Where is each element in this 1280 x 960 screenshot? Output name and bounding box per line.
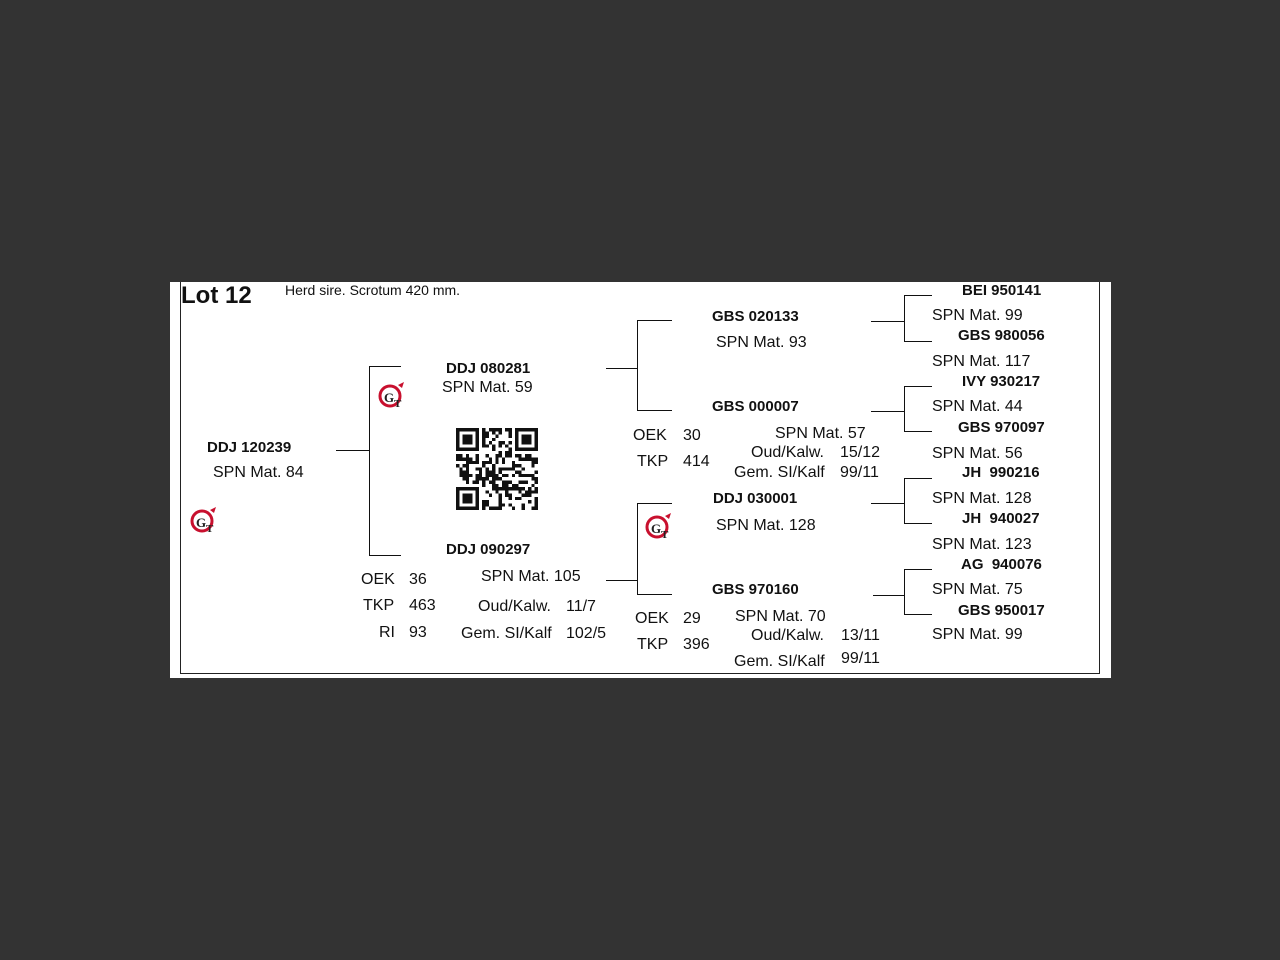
dam-id: DDJ 090297 [446, 541, 531, 558]
connector [904, 523, 932, 524]
dam-gem-value: 102/5 [566, 625, 607, 642]
connector [904, 386, 932, 387]
dam-dam-id: GBS 970160 [712, 581, 799, 598]
animal-id: DDJ 120239 [207, 439, 292, 456]
connector [904, 341, 932, 342]
ggp-5-id: JH 990216 [962, 464, 1040, 481]
sire-dam-gem-value: 99/11 [840, 464, 879, 481]
connector [871, 503, 905, 504]
connector [904, 386, 905, 432]
dam-dam-gem-label: Gem. SI/Kalf [734, 653, 825, 670]
ggp-3-spn: SPN Mat. 44 [932, 398, 1023, 415]
sire-dam-oud-label: Oud/Kalw. [751, 444, 824, 461]
connector [871, 411, 905, 412]
dam-tkp-label: TKP [363, 597, 395, 614]
sire-dam-id: GBS 000007 [712, 398, 799, 415]
dam-ri-label: RI [379, 624, 395, 641]
sire-dam-oek-label: OEK [633, 427, 667, 444]
ggp-7-id: AG 940076 [961, 556, 1042, 573]
connector [606, 580, 638, 581]
connector [904, 431, 932, 432]
connector [904, 614, 932, 615]
svg-text:G: G [384, 390, 395, 405]
svg-text:G: G [196, 515, 207, 530]
dam-oud-value: 11/7 [566, 598, 596, 615]
ggp-1-spn: SPN Mat. 99 [932, 307, 1023, 324]
ggp-6-id: JH 940027 [962, 510, 1040, 527]
ggp-8-spn: SPN Mat. 99 [932, 626, 1023, 643]
connector [637, 503, 638, 595]
sire-sire-id: GBS 020133 [712, 308, 799, 325]
connector [904, 295, 932, 296]
connector [904, 478, 932, 479]
connector [369, 366, 401, 367]
dam-sire-spn: SPN Mat. 128 [716, 517, 816, 534]
connector [606, 368, 638, 369]
dam-dam-gem-value: 99/11 [841, 650, 880, 667]
dam-oek-value: 36 [409, 571, 427, 588]
dam-oud-label: Oud/Kalw. [478, 598, 551, 615]
ggp-4-id: GBS 970097 [958, 419, 1045, 436]
ggp-3-id: IVY 930217 [962, 373, 1041, 390]
ggp-2-id: GBS 980056 [958, 327, 1045, 344]
connector [369, 555, 401, 556]
ggp-1-id: BEI 950141 [962, 282, 1042, 299]
connector [904, 295, 905, 342]
dam-sire-id: DDJ 030001 [713, 490, 798, 507]
ggp-2-spn: SPN Mat. 117 [932, 353, 1031, 370]
dam-dam-tkp-value: 396 [683, 636, 710, 653]
dam-dam-spn: SPN Mat. 70 [735, 608, 826, 625]
connector [873, 595, 905, 596]
lot-title: Lot 12 [181, 282, 252, 309]
sire-id: DDJ 080281 [446, 360, 531, 377]
sire-spn: SPN Mat. 59 [442, 379, 533, 396]
dam-dam-tkp-label: TKP [637, 636, 669, 653]
svg-text:T: T [394, 398, 402, 410]
ggp-7-spn: SPN Mat. 75 [932, 581, 1023, 598]
connector [637, 503, 672, 504]
connector [637, 320, 638, 411]
sire-dam-tkp-label: TKP [637, 453, 669, 470]
dam-oek-label: OEK [361, 571, 395, 588]
svg-text:T: T [661, 529, 669, 541]
sire-dam-gem-label: Gem. SI/Kalf [734, 464, 825, 481]
connector [871, 321, 905, 322]
connector [637, 320, 672, 321]
gt-logo-icon [378, 379, 408, 413]
qr-code-icon [456, 428, 538, 510]
gt-logo-icon [190, 504, 220, 538]
svg-text:G: G [651, 521, 662, 536]
dam-dam-oek-value: 29 [683, 610, 701, 627]
pedigree-card [170, 282, 1111, 678]
ggp-4-spn: SPN Mat. 56 [932, 445, 1023, 462]
lot-note: Herd sire. Scrotum 420 mm. [285, 282, 461, 298]
dam-dam-oud-value: 13/11 [841, 627, 880, 644]
connector [637, 410, 672, 411]
connector [904, 569, 905, 615]
dam-ri-value: 93 [409, 624, 427, 641]
connector [637, 594, 672, 595]
dam-gem-label: Gem. SI/Kalf [461, 625, 552, 642]
animal-spn: SPN Mat. 84 [213, 464, 304, 481]
gt-logo-icon [645, 510, 675, 544]
sire-sire-spn: SPN Mat. 93 [716, 334, 807, 351]
dam-tkp-value: 463 [409, 597, 436, 614]
dam-dam-oek-label: OEK [635, 610, 669, 627]
sire-dam-oek-value: 30 [683, 427, 701, 444]
connector [369, 366, 370, 556]
dam-spn: SPN Mat. 105 [481, 568, 581, 585]
sire-dam-tkp-value: 414 [683, 453, 710, 470]
svg-text:T: T [206, 523, 214, 535]
sire-dam-spn: SPN Mat. 57 [775, 425, 866, 442]
connector [336, 450, 370, 451]
ggp-8-id: GBS 950017 [958, 602, 1045, 619]
connector [904, 569, 932, 570]
dam-dam-oud-label: Oud/Kalw. [751, 627, 824, 644]
ggp-6-spn: SPN Mat. 123 [932, 536, 1032, 553]
connector [904, 478, 905, 524]
ggp-5-spn: SPN Mat. 128 [932, 490, 1032, 507]
sire-dam-oud-value: 15/12 [840, 444, 881, 461]
